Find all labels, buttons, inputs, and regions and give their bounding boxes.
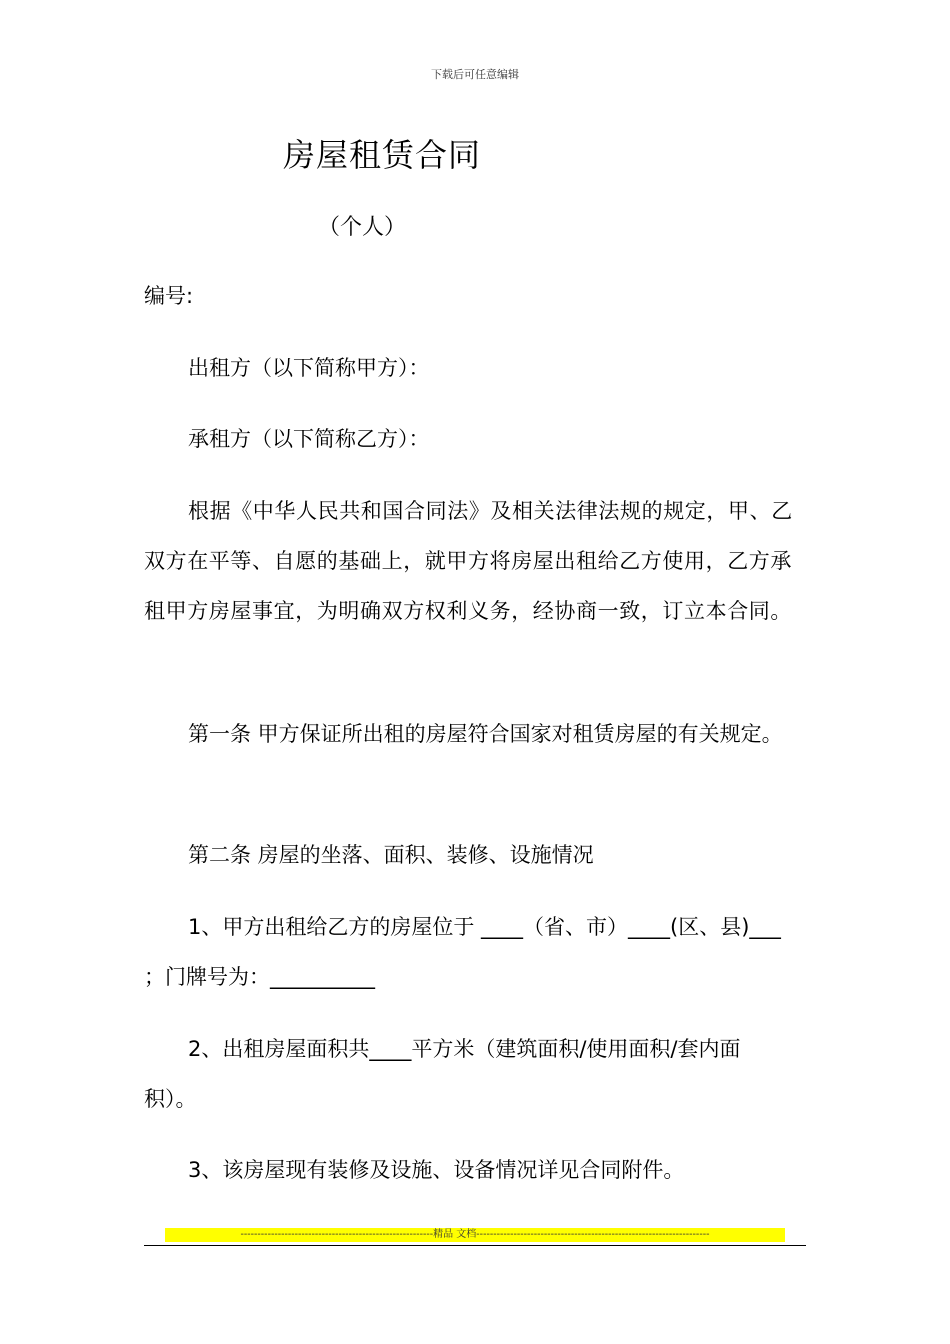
footer-watermark: ---------------------------------------------------------精品 文档---------------------------------------------------------------------: [165, 1228, 785, 1242]
article-2-title: 第二条 房屋的坐落、面积、装修、设施情况: [188, 843, 594, 867]
lessor-line: 出租方（以下简称甲方）：: [188, 356, 430, 380]
document-subtitle: （个人）: [318, 215, 407, 240]
number-label: 编号:: [144, 284, 194, 308]
item-2-line-2: 积）。: [144, 1087, 197, 1111]
item-1-line-1: 1、甲方出租给乙方的房屋位于 ____（省、市）____(区、县)___: [188, 915, 781, 939]
header-note: 下载后可任意编辑: [431, 68, 519, 81]
item-2-line-1: 2、出租房屋面积共____平方米（建筑面积/使用面积/套内面: [188, 1037, 741, 1061]
item-3: 3、该房屋现有装修及设施、设备情况详见合同附件。: [188, 1158, 685, 1182]
lessee-line: 承租方（以下简称乙方）：: [188, 427, 430, 451]
preamble-paragraph: 根据《中华人民共和国合同法》及相关法律法规的规定，甲、乙双方在平等、自愿的基础上，就甲方将房屋出租给乙方使用，乙方承租甲方房屋事宜，为明确双方权利义务，经协商一致，订立本合同。: [144, 499, 793, 623]
article-1: 第一条 甲方保证所出租的房屋符合国家对租赁房屋的有关规定。: [188, 722, 783, 746]
item-1-line-2: ；门牌号为：__________: [144, 965, 375, 989]
document-title: 房屋租赁合同: [283, 136, 482, 174]
footer-rule: [144, 1245, 806, 1246]
